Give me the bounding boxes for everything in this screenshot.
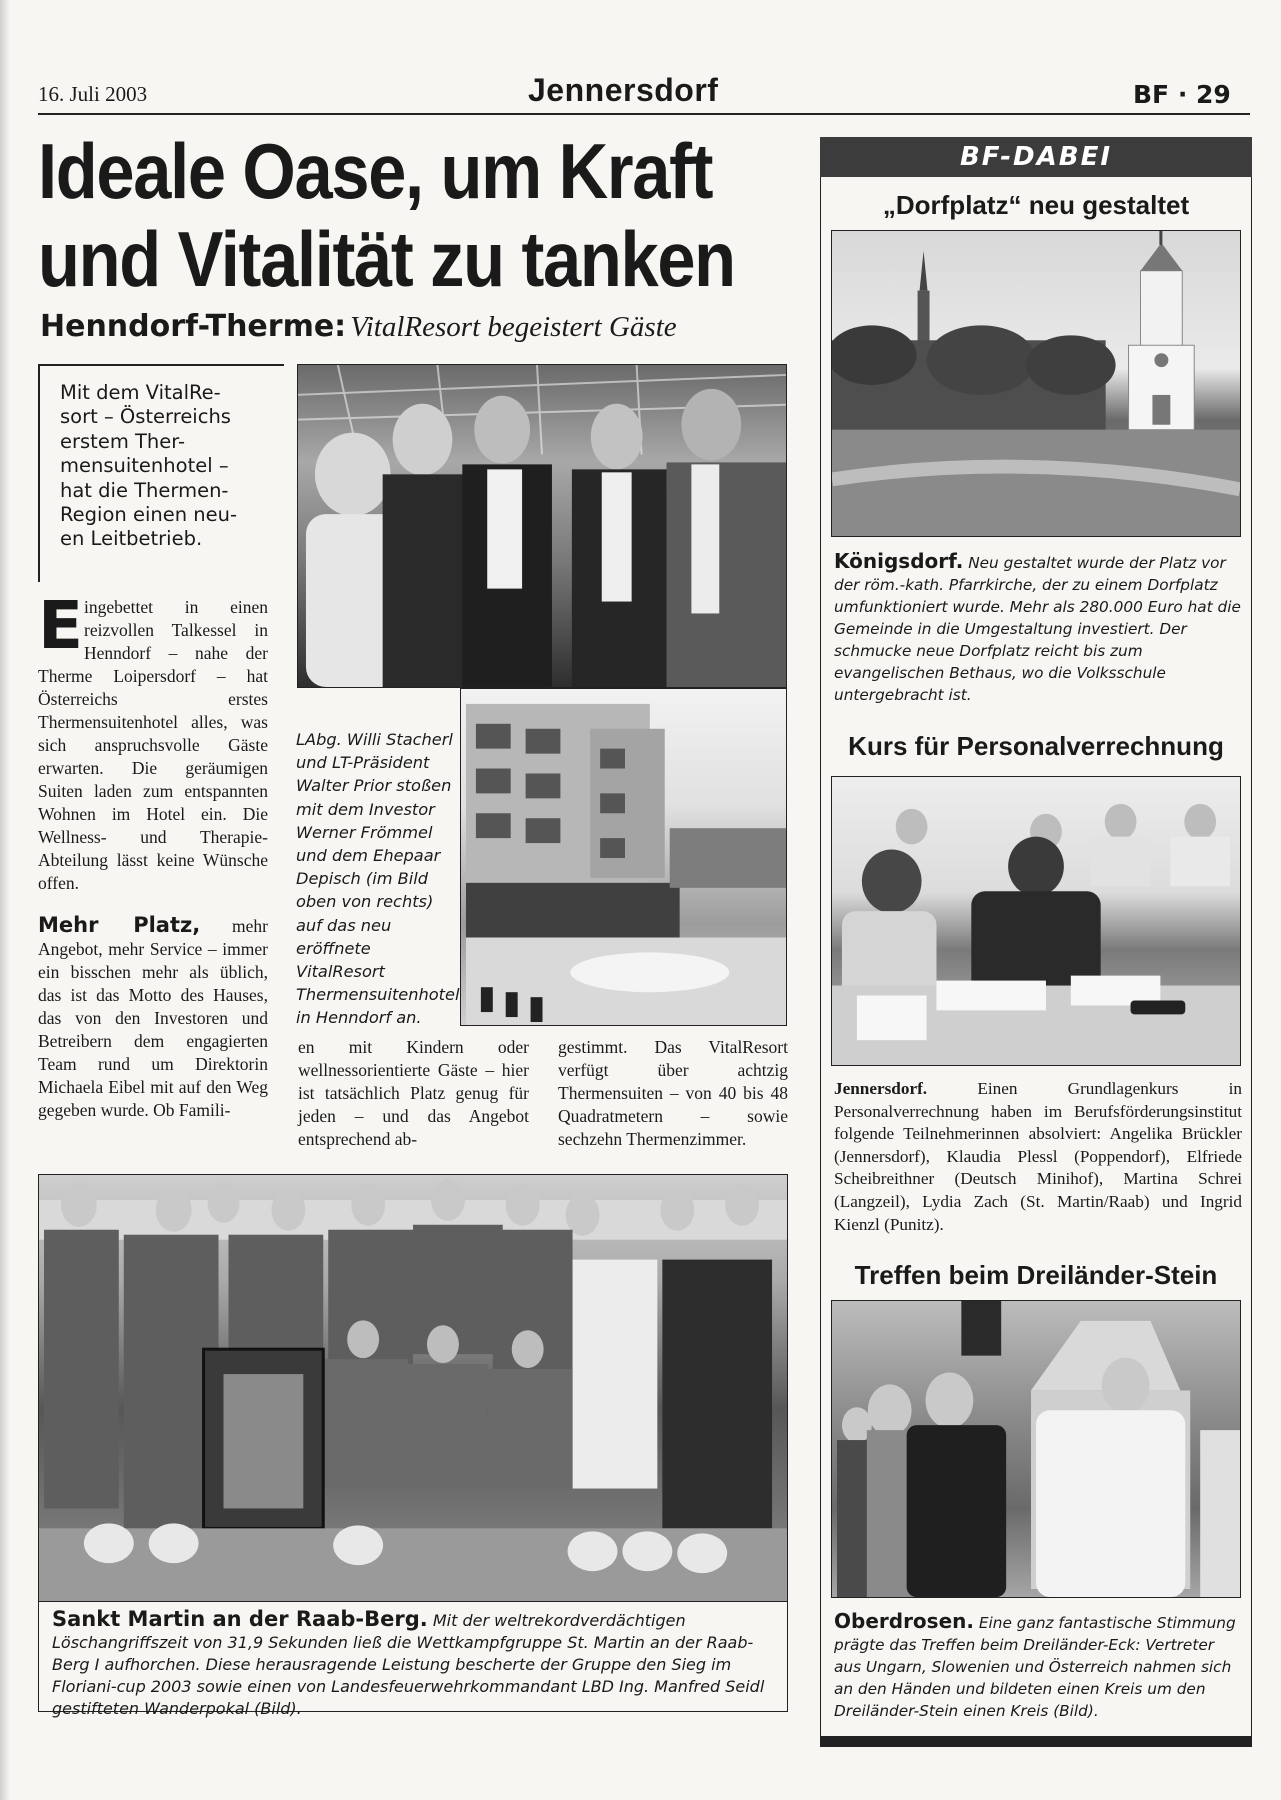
dropcap-lines (84, 596, 268, 665)
lead-box-side (38, 364, 40, 582)
story-1-title: „Dorfplatz“ neu gestaltet (882, 190, 1190, 220)
body-line: Henndorf – nahe der (84, 643, 268, 663)
lead-line: sort – Österreichs (60, 405, 231, 429)
story-2-text (834, 1078, 1242, 1236)
story-1-place: Königsdorf. (834, 549, 964, 573)
fire-caption (52, 1608, 776, 1720)
lead-text (60, 381, 237, 552)
lead-line: mensuitenhotel – (60, 454, 229, 478)
headline-line-1: Ideale Oase, um Kraft (38, 127, 713, 215)
lead-line: hat die Thermen- (60, 478, 229, 502)
body-line: ingebettet in einen (84, 597, 268, 617)
border-stone-photo (831, 1300, 1241, 1598)
lead-line: Mit dem VitalRe- (60, 381, 221, 404)
story-3-text (834, 1610, 1242, 1722)
issue-date: 16. Juli 2003 (38, 82, 148, 106)
column-3-text: gestimmt. Das VitalResort verfügt über achtzig Thermensuiten – von 40 bis 48 Quadratmetern – sowie sechzehn Thermenzimmer. (558, 1037, 788, 1149)
sidebar-bottom-rule (820, 1736, 1252, 1747)
fire-caption-text: Mit der weltrekordverdächtigen Löschangriffszeit von 31,9 Sekunden ließ die Wettkampfgruppe St. Martin an der Raab-Berg I aufhorchen. Diese herausragende Leistung bescherte der Gruppe den Sieg im Floriani-cup 2003 sowie einen von Landesfeuerwehrkommandant LBD Ing. Manfred Seidl gestifteten Wanderpokal (Bild). (52, 1611, 765, 1718)
left-page-shadow (0, 0, 10, 1800)
column-1-text: Therme Loipersdorf – hat Österreichs erstes Thermensuitenhotel alles, was sich anspruchsvolle Gäste erwarten. Die geräumigen Suiten laden zum entspannten Wohnen im Hotel ein. Die Wellness- und Therapie-Abteilung lässt keine Wünsche offen. (38, 666, 268, 893)
hotel-photo (460, 688, 787, 1026)
page-number: BF · 29 (1133, 80, 1231, 109)
body-line: reizvollen Talkessel in (84, 620, 268, 640)
column-2-text: en mit Kindern oder wellnessorientierte Gäste – hier ist tatsächlich Platz genug für jeden – und das Angebot entsprechend ab- (298, 1037, 529, 1149)
fire-brigade-photo (38, 1174, 788, 1602)
lead-box-border (38, 364, 284, 366)
lead-line: Region einen neu- (60, 503, 238, 527)
toast-photo-caption: LAbg. Willi Stacherl und LT-Präsident Walter Prior stoßen mit dem Investor Werner Frömmel und dem Ehepaar Depisch (im Bild oben von rechts) auf das neu eröffnete VitalResort Thermensuitenhotel in Henndorf an. (296, 730, 460, 1028)
header-rule (38, 113, 1250, 115)
mehr-platz-keyword: Mehr Platz, (38, 913, 201, 937)
sidebar-banner-title: BF-DABEI (959, 142, 1113, 172)
mehr-platz-text: mehr Angebot, mehr Service – immer ein bisschen mehr als üblich, das ist das Motto des Hauses, das von den Investoren und Betreibern dem engagierten Team rund um Direktorin Michaela Eibel mit auf den Weg gegeben wurde. Ob Famili- (38, 916, 268, 1120)
subhead-keyword: Henndorf-Therme: (40, 309, 347, 344)
story-1-text (834, 550, 1242, 706)
drop-cap: E (38, 587, 84, 664)
fire-caption-place: Sankt Martin an der Raab-Berg. (52, 1607, 428, 1631)
church-photo (831, 230, 1241, 537)
lead-line: erstem Ther- (60, 429, 186, 453)
lead-line: en Leitbetrieb. (60, 527, 203, 551)
toast-photo (297, 364, 787, 688)
story-3-body: Eine ganz fantastische Stimmung prägte das Treffen beim Dreiländer-Eck: Vertreter aus Ungarn, Slowenien und Österreich nahmen sich an den Händen und bildeten einen Kreis um den Dreiländer-Stein einen Kreis (Bild). (834, 1614, 1236, 1720)
course-photo (831, 776, 1241, 1066)
story-2-title: Kurs für Personalverrechnung (848, 731, 1224, 761)
story-3-place: Oberdrosen. (834, 1609, 974, 1633)
story-2-body: Einen Grundlagenkurs in Personalverrechnung haben im Berufsförderungsinstitut folgende Teilnehmerinnen absolviert: Angelika Brückler (Jennersdorf), Klaudia Plessl (Poppendorf), Elfriede Scheibreithner (Deutsch Minihof), Martina Schrei (Langzeil), Lydia Zach (St. Martin/Raab) und Ingrid Kienzl (Punitz). (834, 1079, 1242, 1234)
story-2-place: Jennersdorf. (834, 1079, 928, 1098)
subheadline (40, 309, 677, 344)
subhead-text: VitalResort begeistert Gäste (350, 311, 677, 343)
column-1-mehr-platz (38, 914, 268, 1122)
story-1-body: Neu gestaltet wurde der Platz vor der röm.-kath. Pfarrkirche, der zu einem Dorfplatz umfunktioniert wurde. Mehr als 280.000 Euro hat die Gemeinde in die Umgestaltung investiert. Der schmucke neue Dorfplatz reicht bis zum evangelischen Bethaus, wo die Volksschule untergebracht ist. (834, 554, 1241, 704)
section-title: Jennersdorf (528, 72, 719, 108)
story-3-title: Treffen beim Dreiländer-Stein (854, 1260, 1218, 1290)
headline-line-2: und Vitalität zu tanken (38, 215, 735, 303)
